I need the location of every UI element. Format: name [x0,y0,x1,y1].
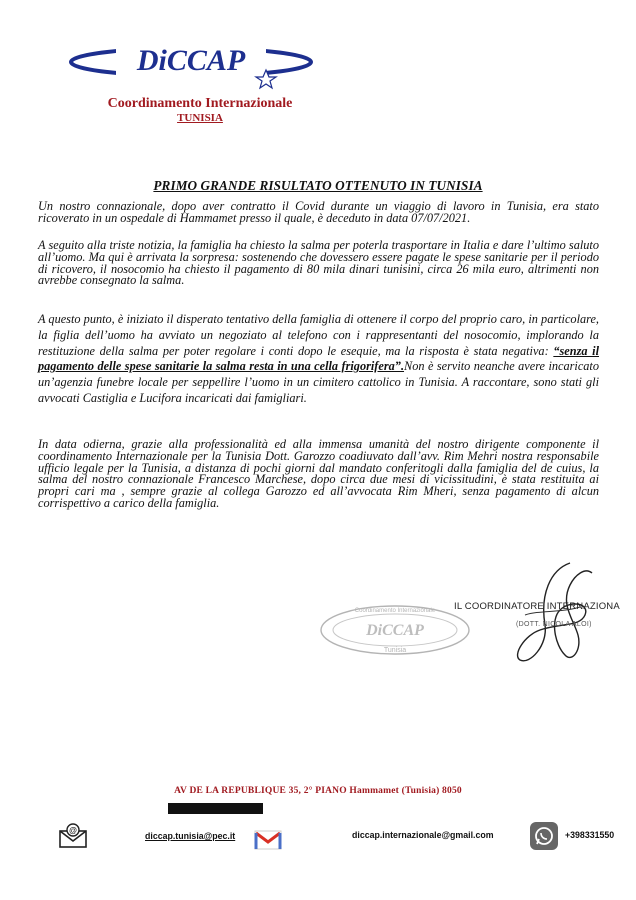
org-name: Coordinamento Internazionale [107,96,293,111]
footer-address: AV DE LA REPUBLIQUE 35, 2° PIANO Hammamet (Tunisia) 8050 [174,786,462,796]
hospital-quote: “senza il pagamento delle spese sanitarie la salma resta in una cella frigorifera”. [38,343,599,374]
document-title: PRIMO GRANDE RISULTATO OTTENUTO IN TUNISIA [153,178,483,193]
paragraph-3 [38,312,599,407]
pec-mail-icon [58,823,88,849]
official-stamp [315,600,475,660]
paragraph-3-start: A questo punto, è iniziato il disperato tentativo della famiglia di ottenere il corpo del proprio caro, in particolare, la figlia dell’uomo ha avviato un negoziato al telefono con i rappresentanti del nosocomio, implorando la restituzione della salma per poter regolare i conti dopo le esequie, ma la risposta è stata negativa: [38,312,599,358]
svg-text:Coordinamento Internazionale: Coordinamento Internazionale [354,608,436,614]
phone-number[interactable]: +398331550 [565,830,615,840]
handwritten-signature [500,555,610,675]
gmail-email-link[interactable]: diccap.internazionale@gmail.com [352,830,494,840]
svg-text:Tunisia: Tunisia [383,647,407,654]
paragraph-2: A seguito alla triste notizia, la famiglia ha chiesto la salma per poterla trasportare in Italia e dare l’ultimo saluto all’uomo. Ma qui è arrivata la sorpresa: sostenendo che dovessero essere pagate le spese sanitarie per il periodo di ricovero, il nosocomio ha chiesto il pagamento di 80 mila dinari tunisini, circa 26 mila euro, altrimenti non avrebbe consegnato la salma. [38,238,599,288]
svg-text:@: @ [69,826,77,835]
whatsapp-icon [530,822,558,850]
redaction-bar [168,803,263,814]
logo-text: DiCCAP [136,44,246,77]
org-country: TUNISIA [177,112,223,124]
coordinator-name: (DOTT. NICOLA ALOI) [516,621,592,628]
pec-email-link[interactable]: diccap.tunisia@pec.it [145,831,236,841]
paragraph-4: In data odierna, grazie alla professionalità ed alla immensa umanità del nostro dirigente componente il coordinamento Internazionale per la Tunisia Dott. Garozzo coadiuvato dall’avv. Rim Mehri nostra responsabile ufficio legale per la Tunisia, a distanza di pochi giorni dal mandato conferitogli dalla famiglia del de cuius, la salma del nostro connazionale Francesco Marchese, dopo circa due mesi di vicissitudini, è stata restituita ai propri cari ma , sempre grazie al collega Garozzo ed all’avvocata Rim Mheri, senza pagamento di alcun corrispettivo a carico della famiglia. [38,437,599,510]
paragraph-3-end: Non è servito neanche avere incaricato un’agenzia funebre locale per seppellire l’uomo in un cimitero cattolico in Tunisia. A raccontare, sono stati gli avvocati Castiglia e Lucifora incaricati dai famigliari. [38,359,599,405]
coordinator-title: IL COORDINATORE INTERNAZIONA [454,601,620,612]
svg-text:DiCCAP: DiCCAP [366,622,424,639]
paragraph-1: Un nostro connazionale, dopo aver contratto il Covid durante un viaggio di lavoro in Tunisia, era stato ricoverato in un ospedale di Hammamet presso il quale, è deceduto in data 07/07/2021. [38,199,599,225]
gmail-icon [254,830,282,850]
